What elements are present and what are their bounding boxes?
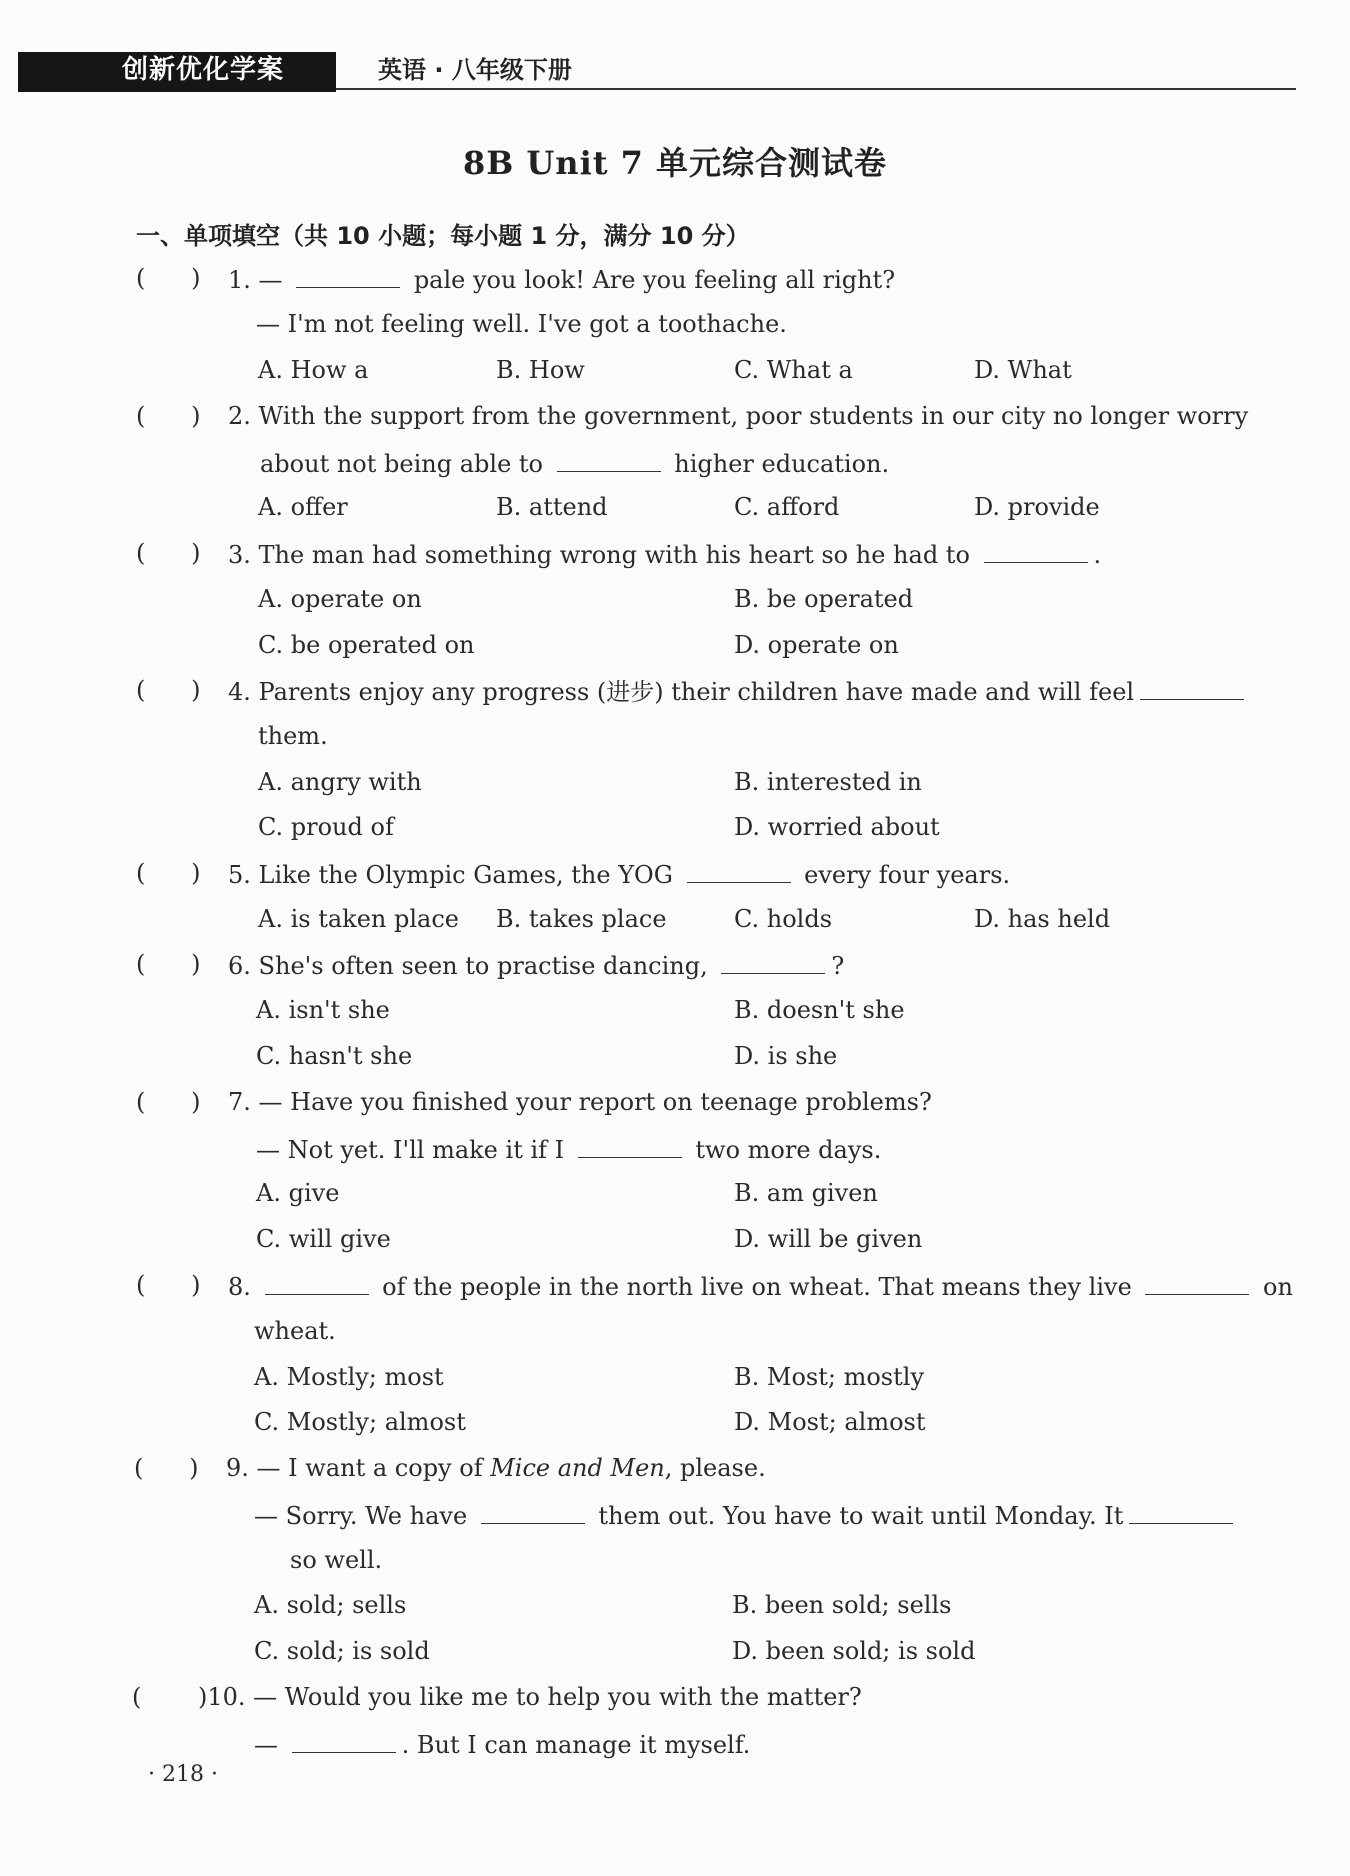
option-c: C. will give xyxy=(256,1225,391,1253)
question-8-cont: wheat. xyxy=(254,1317,336,1345)
option-d: D. What xyxy=(974,356,1072,384)
option-c: C. proud of xyxy=(258,813,394,841)
question-1: 1. — pale you look! Are you feeling all right? xyxy=(228,263,895,295)
option-d: D. operate on xyxy=(734,631,899,659)
option-c: C. hasn't she xyxy=(256,1042,413,1070)
question-7-reply: — Not yet. I'll make it if I two more days. xyxy=(256,1133,881,1165)
option-b: B. been sold; sells xyxy=(732,1591,952,1619)
option-d: D. been sold; is sold xyxy=(732,1637,976,1665)
page-header xyxy=(18,52,1318,92)
question-5: 5. Like the Olympic Games, the YOG every four years. xyxy=(228,858,1010,890)
option-d: D. provide xyxy=(974,493,1100,521)
blank xyxy=(557,447,661,472)
option-b: B. Most; mostly xyxy=(734,1363,924,1391)
option-d: D. will be given xyxy=(734,1225,923,1253)
option-b: B. How xyxy=(496,356,585,384)
blank xyxy=(687,858,791,883)
question-4: 4. Parents enjoy any progress (进步) their children have made and will feel xyxy=(228,675,1250,707)
option-a: A. give xyxy=(256,1179,340,1207)
option-b: B. takes place xyxy=(496,905,667,933)
option-b: B. doesn't she xyxy=(734,996,905,1024)
question-number: 8. xyxy=(228,1273,251,1301)
option-c: C. Mostly; almost xyxy=(254,1408,466,1436)
option-a: A. isn't she xyxy=(256,996,390,1024)
option-a: A. offer xyxy=(258,493,348,521)
option-a: A. is taken place xyxy=(258,905,459,933)
page-number: · 218 · xyxy=(148,1762,218,1787)
question-9: 9. — I want a copy of Mice and Men, please. xyxy=(226,1454,766,1482)
question-number: 9. xyxy=(226,1454,249,1482)
option-d: D. worried about xyxy=(734,813,940,841)
option-b: B. am given xyxy=(734,1179,878,1207)
question-1-reply: — I'm not feeling well. I've got a toothache. xyxy=(256,310,787,338)
question-number: 5. xyxy=(228,861,251,889)
answer-bracket: ( ) xyxy=(136,859,201,887)
book-title: 英语 · 八年级下册 xyxy=(378,56,572,84)
brand-bar xyxy=(18,88,336,92)
header-rule xyxy=(336,88,1296,90)
option-b: B. interested in xyxy=(734,768,922,796)
answer-bracket: ( ) xyxy=(136,264,201,292)
option-a: A. Mostly; most xyxy=(254,1363,444,1391)
option-b: B. be operated xyxy=(734,585,914,613)
answer-bracket: ( ) xyxy=(136,1088,201,1116)
question-number: )10. xyxy=(198,1683,246,1711)
answer-bracket: ( ) xyxy=(134,1454,199,1482)
question-number: 6. xyxy=(228,952,251,980)
blank xyxy=(578,1133,682,1158)
option-c: C. be operated on xyxy=(258,631,475,659)
blank xyxy=(296,263,400,288)
answer-bracket: ( ) xyxy=(136,539,201,567)
answer-bracket: ( ) xyxy=(136,950,201,978)
option-c: C. holds xyxy=(734,905,833,933)
question-number: 4. xyxy=(228,678,251,706)
question-10: )10. — Would you like me to help you with the matter? xyxy=(198,1683,862,1711)
option-d: D. Most; almost xyxy=(734,1408,926,1436)
option-a: A. How a xyxy=(258,356,369,384)
question-8: 8. of the people in the north live on wheat. That means they live on xyxy=(228,1270,1293,1302)
option-a: A. operate on xyxy=(258,585,422,613)
answer-bracket: ( xyxy=(132,1683,188,1711)
blank xyxy=(292,1728,396,1753)
blank xyxy=(1145,1270,1249,1295)
blank xyxy=(265,1270,369,1295)
question-number: 2. xyxy=(228,402,251,430)
blank xyxy=(1140,675,1244,700)
section-title: 一、单项填空（共 10 小题；每小题 1 分，满分 10 分） xyxy=(136,222,750,250)
blank xyxy=(1129,1499,1233,1524)
question-9-cont: so well. xyxy=(290,1546,383,1574)
option-a: A. sold; sells xyxy=(254,1591,407,1619)
question-6: 6. She's often seen to practise dancing, ? xyxy=(228,949,844,981)
option-c: C. afford xyxy=(734,493,840,521)
option-a: A. angry with xyxy=(258,768,422,796)
answer-bracket: ( ) xyxy=(136,1271,201,1299)
question-10-reply: — . But I can manage it myself. xyxy=(254,1728,750,1760)
question-number: 7. xyxy=(228,1088,251,1116)
question-3: 3. The man had something wrong with his heart so he had to . xyxy=(228,538,1101,570)
option-c: C. sold; is sold xyxy=(254,1637,430,1665)
blank xyxy=(721,949,825,974)
answer-bracket: ( ) xyxy=(136,402,201,430)
option-d: D. is she xyxy=(734,1042,838,1070)
page-title: 8B Unit 7 单元综合测试卷 xyxy=(462,144,888,182)
question-number: 3. xyxy=(228,541,251,569)
answer-bracket: ( ) xyxy=(136,676,201,704)
option-d: D. has held xyxy=(974,905,1111,933)
blank xyxy=(481,1499,585,1524)
option-b: B. attend xyxy=(496,493,608,521)
blank xyxy=(984,538,1088,563)
question-2-cont: about not being able to higher education. xyxy=(260,447,889,479)
question-4-cont: them. xyxy=(258,722,328,750)
question-7: 7. — Have you finished your report on teenage problems? xyxy=(228,1088,932,1116)
brand-logo: 创新优化学案 xyxy=(18,52,336,88)
question-2: 2. With the support from the government, poor students in our city no longer worry xyxy=(228,402,1249,430)
question-number: 1. xyxy=(228,266,251,294)
option-c: C. What a xyxy=(734,356,853,384)
question-9-reply: — Sorry. We have them out. You have to wait until Monday. It xyxy=(254,1499,1239,1531)
